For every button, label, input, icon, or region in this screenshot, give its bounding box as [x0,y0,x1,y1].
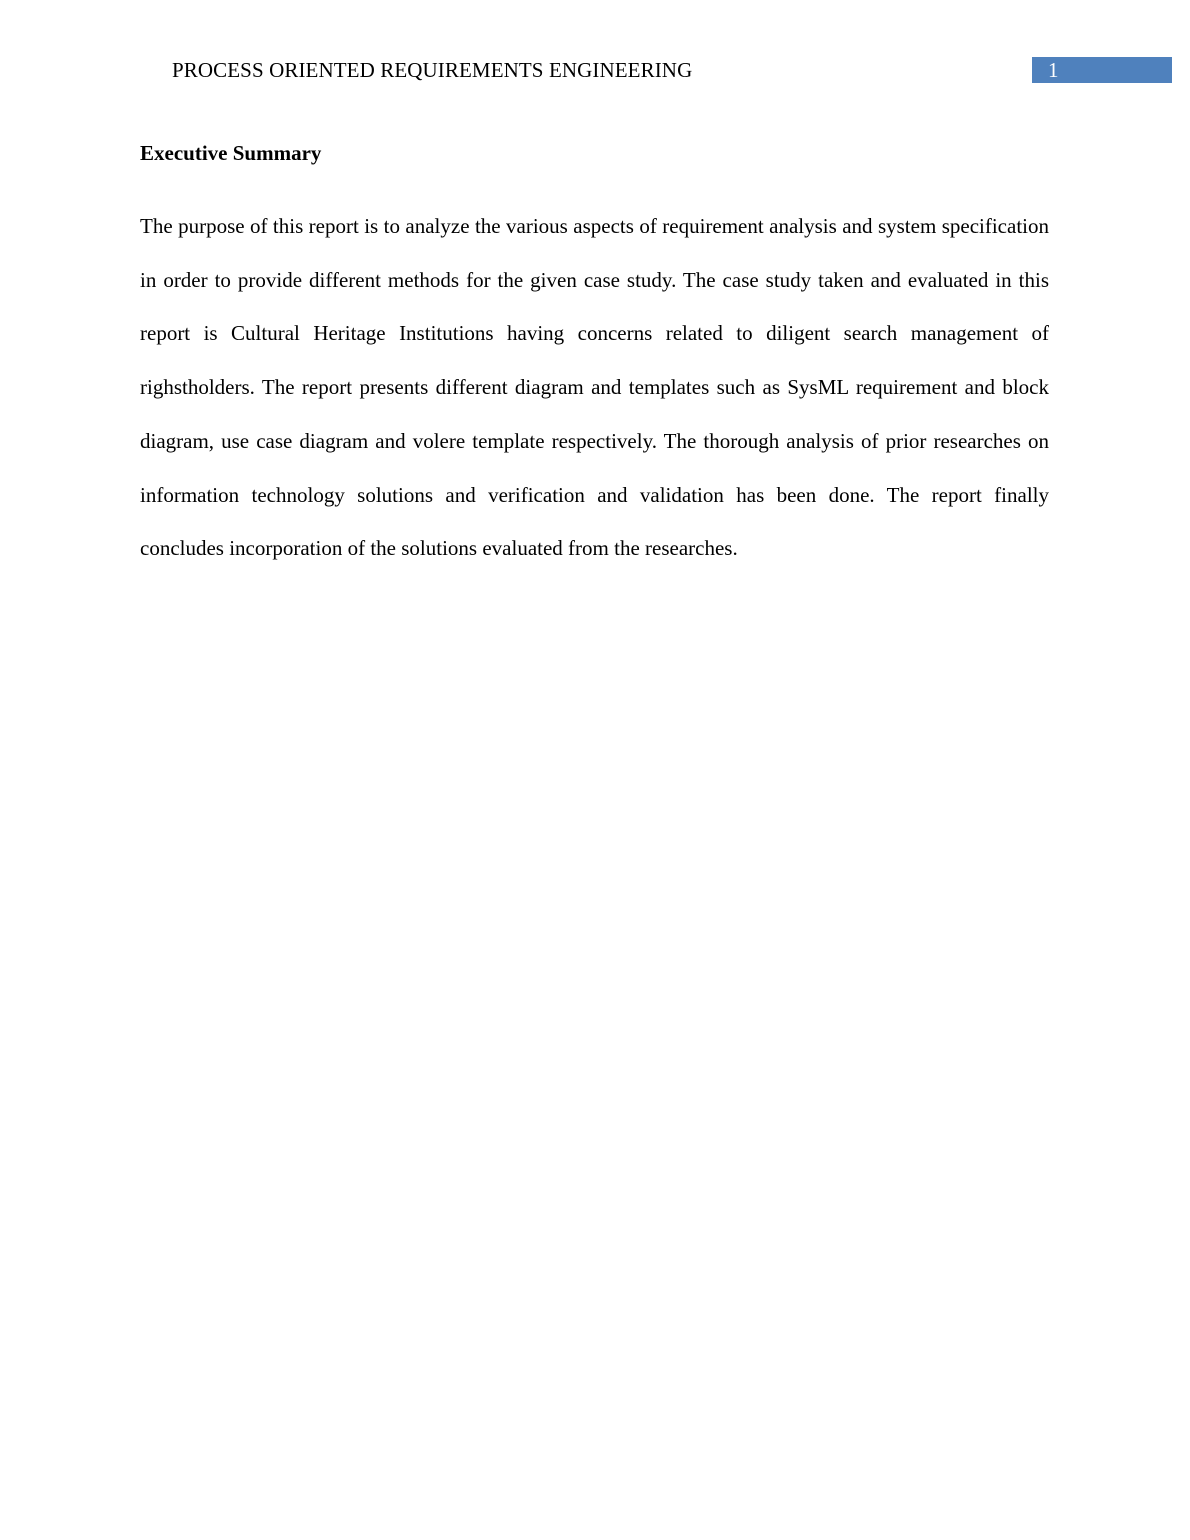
page-number-badge [1032,57,1172,83]
running-head: PROCESS ORIENTED REQUIREMENTS ENGINEERING [172,58,693,82]
page-number: 1 [1048,58,1059,82]
section-heading: Executive Summary [140,141,322,165]
body-paragraph: The purpose of this report is to analyze the various aspects of requirement analysis and system specification in order to provide different methods for the given case study. The case study taken and evaluated in this report is Cultural Heritage Institutions having concerns related to diligent search management of righstholders. The report presents different diagram and templates such as SysML requirement and block diagram, use case diagram and volere template respectively. The thorough analysis of prior researches on information technology solutions and verification and validation has been done. The report finally concludes incorporation of the solutions evaluated from the researches. [140,214,1049,561]
